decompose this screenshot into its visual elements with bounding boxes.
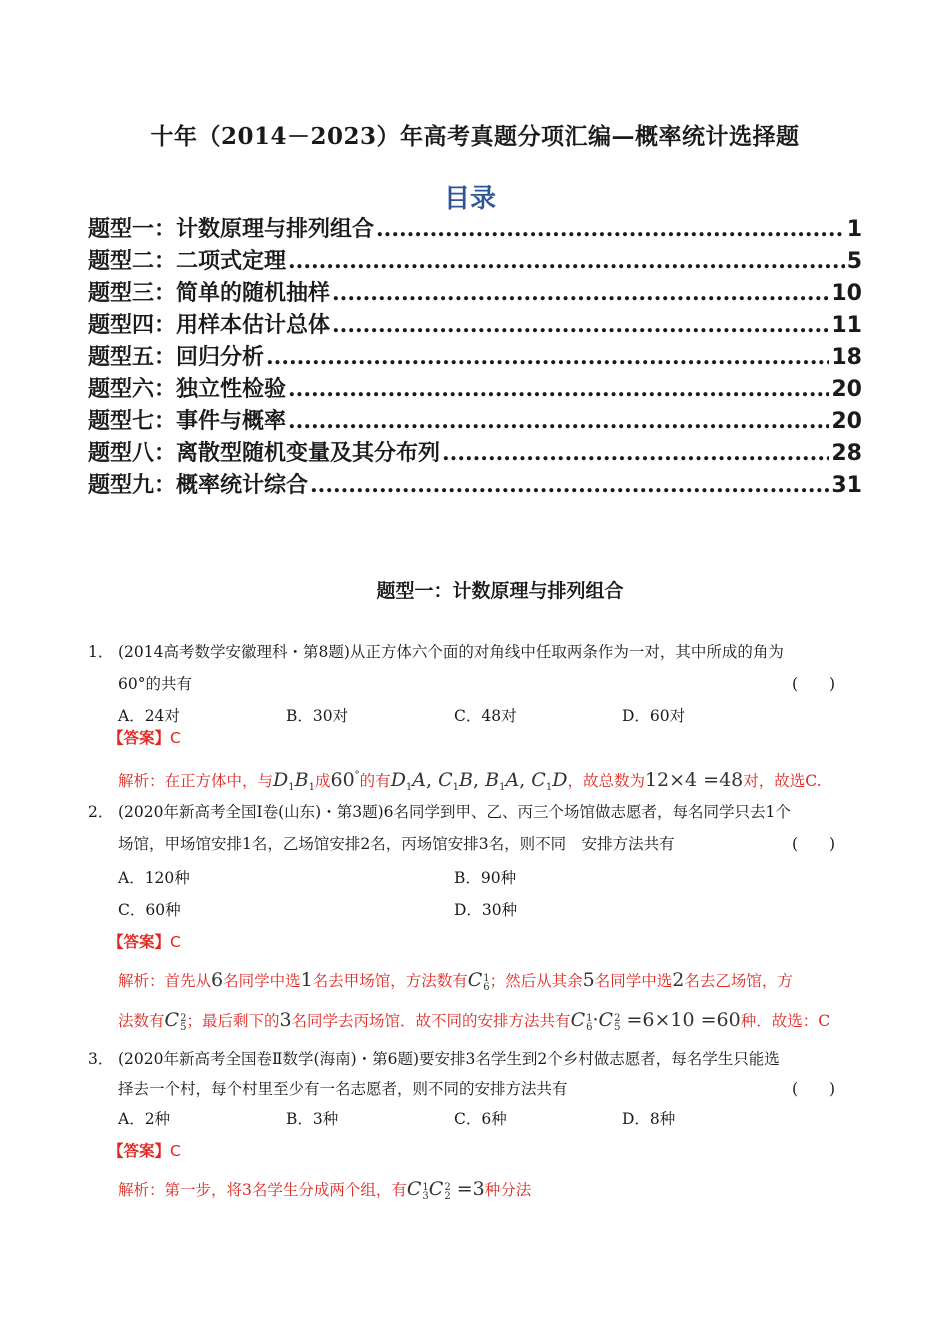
toc-entry[interactable]: 题型七：事件与概率 ..... 20 <box>88 404 862 436</box>
answer: 【答案】C <box>108 728 181 747</box>
answer-blank: ( ) <box>792 1080 836 1098</box>
question-text: (2014高考数学安徽理科・第8题)从正方体六个面的对角线中任取两条作为一对，其中所成的角为 <box>118 643 784 661</box>
toc-entry[interactable]: 题型九：概率统计综合 ..... 31 <box>88 468 862 500</box>
document-title: 十年（2014－2023）年高考真题分项汇编—概率统计选择题 <box>150 123 800 150</box>
question-number: 3． <box>88 1050 114 1068</box>
option-a: A．120种 <box>118 869 190 887</box>
answer-blank: ( ) <box>792 835 836 853</box>
question-number: 1． <box>88 643 114 661</box>
option-c: C．48对 <box>454 707 517 725</box>
toc-page-number: 28 <box>831 441 862 466</box>
question-number: 2． <box>88 803 114 821</box>
toc-page-number: 18 <box>831 345 862 370</box>
question-text: (2020年新高考全国卷Ⅱ数学(海南)・第6题)要安排3名学生到2个乡村做志愿者，每名学生只能选 <box>118 1050 780 1068</box>
answer-blank: ( ) <box>792 675 836 693</box>
toc-entry[interactable]: 题型三：简单的随机抽样 ..... 10 <box>88 276 862 308</box>
section-title: 题型一：计数原理与排列组合 <box>376 580 624 602</box>
toc-entry[interactable]: 题型六：独立性检验 ..... 20 <box>88 372 862 404</box>
question-text: 60°的共有 <box>118 675 192 693</box>
table-of-contents <box>88 212 862 500</box>
answer: 【答案】C <box>108 1141 181 1160</box>
option-b: B．3种 <box>286 1110 339 1128</box>
toc-heading: 目录 <box>443 184 496 214</box>
option-c: C．6种 <box>454 1110 507 1128</box>
option-a: A．24对 <box>118 707 180 725</box>
toc-entry[interactable]: 题型五：回归分析 ..... 18 <box>88 340 862 372</box>
question-1 <box>0 636 950 796</box>
option-d: D．8种 <box>622 1110 676 1128</box>
toc-page-number: 10 <box>831 281 862 306</box>
toc-entry[interactable]: 题型四：用样本估计总体 ..... 11 <box>88 308 862 340</box>
solution: 解析：第一步，将3名学生分成两个组，有C 1 3 C 2 2 =3种分法 <box>118 1178 532 1202</box>
toc-page-number: 5 <box>846 249 862 274</box>
question-3 <box>0 1043 950 1208</box>
solution: 解析：首先从6名同学中选1名去甲场馆，方法数有C 1 6 ；然后从其余5名同学中选2名去乙场馆，方 <box>118 969 793 993</box>
answer: 【答案】C <box>108 932 181 951</box>
option-b: B．30对 <box>286 707 349 725</box>
toc-page-number: 11 <box>831 313 862 338</box>
question-2 <box>0 796 950 1041</box>
toc-page-number: 31 <box>831 473 862 498</box>
solution: 法数有C 2 5 ；最后剩下的3名同学去丙场馆．故不同的安排方法共有C 1 6 ·C 2 5 =6×10 =60种．故选：C <box>118 1009 831 1033</box>
toc-entry[interactable]: 题型八：离散型随机变量及其分布列 ..... 28 <box>88 436 862 468</box>
option-c: C．60种 <box>118 901 181 919</box>
toc-entry[interactable]: 题型一：计数原理与排列组合 ..... 1 <box>88 212 862 244</box>
toc-entry[interactable]: 题型二：二项式定理 ..... 5 <box>88 244 862 276</box>
option-d: D．60对 <box>622 707 686 725</box>
solution: 解析：在正方体中，与$D_1B_1$成60°的有$D_1A$, $C_1B$, $B_1A$, $C_1D$，故总数为12×4 =48对，故选C. <box>118 769 822 793</box>
toc-page-number: 1 <box>846 217 862 242</box>
question-text: (2020年新高考全国Ⅰ卷(山东)・第3题)6名同学到甲、乙、丙三个场馆做志愿者，每名同学只去1个 <box>118 803 791 821</box>
option-a: A．2种 <box>118 1110 171 1128</box>
question-text: 择去一个村，每个村里至少有一名志愿者，则不同的安排方法共有 <box>118 1080 568 1098</box>
toc-page-number: 20 <box>831 377 862 402</box>
toc-page-number: 20 <box>831 409 862 434</box>
question-text: 场馆，甲场馆安排1名，乙场馆安排2名，丙场馆安排3名，则不同 安排方法共有 <box>118 835 675 853</box>
option-d: D．30种 <box>454 901 518 919</box>
option-b: B．90种 <box>454 869 517 887</box>
